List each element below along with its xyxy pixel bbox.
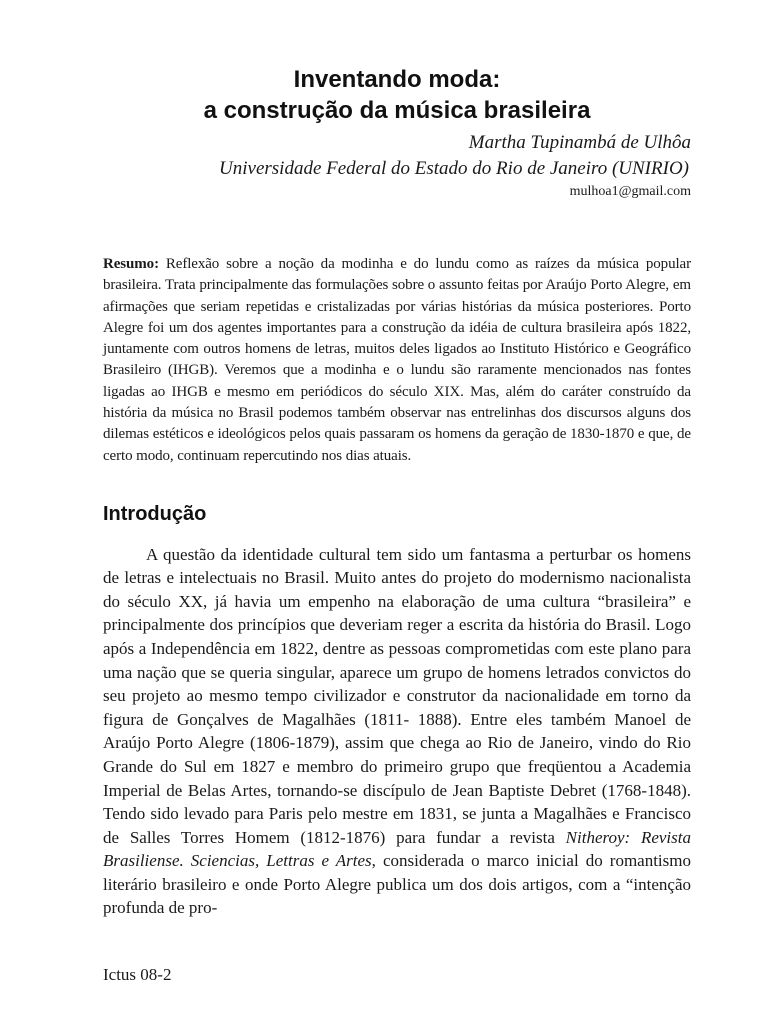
section-heading-introduction: Introdução xyxy=(103,502,207,525)
author-affiliation: Universidade Federal do Estado do Rio de Janeiro (UNIRIO) xyxy=(219,158,689,179)
abstract xyxy=(103,254,691,467)
author-name: Martha Tupinambá de Ulhôa xyxy=(468,132,691,153)
author-email: mulhoa1@gmail.com xyxy=(569,184,691,199)
intro-text-part-1: A questão da identidade cultural tem sido um fantasma a perturbar os homens de letras e intelectuais no Brasil. Muito antes do projeto do modernismo nacionalista do século XX, já havia um empenho na elaboração de uma cultura “brasileira” e principalmente dos princípios que deveriam reger a escrita da história do Brasil. Logo após a Independência em 1822, dentre as pessoas comprometidas com este plano para uma nação que se queria singular, aparece um grupo de homens letrados convictos do seu projeto ao mesmo tempo civilizador e construtor da nacionalidade em torno da figura de Gonçalves de Magalhães (1811- 1888). Entre eles também Manoel de Araújo Porto Alegre (1806-1879), assim que chega ao Rio de Janeiro, vindo do Rio Grande do Sul em 1827 e membro do primeiro grupo que freqüentou a Academia Imperial de Belas Artes, tornando-se discípulo de Jean Baptiste Debret (1768-1848). Tendo sido levado para Paris pelo mestre em 1831, se junta a Magalhães e Francisco de Salles Torres Homem (1812-1876) para fundar a revista xyxy=(103,544,691,847)
title-line-2: a construção da música brasileira xyxy=(203,97,591,124)
intro-paragraph xyxy=(103,543,691,921)
paper-title xyxy=(103,64,691,126)
journal-title: Nitheroy: Revista Brasiliense. Sciencias, Lettras e Artes xyxy=(103,827,691,871)
title-line-1: Inventando moda: xyxy=(293,66,501,93)
page xyxy=(103,0,691,937)
intro-text-part-2: , considerada o marco inicial do romantismo literário brasileiro e onde Porto Alegre publica um dos dois artigos, com a “intenção profunda de pro- xyxy=(103,851,691,918)
page-footer: Ictus 08-2 xyxy=(103,965,172,984)
abstract-text: Reflexão sobre a noção da modinha e do lundu como as raízes da música popular brasileira. Trata principalmente das formulações sobre o assunto feitas por Araújo Porto Alegre, em afirmações que seriam repetidas e cristalizadas por várias histórias da música posteriores. Porto Alegre foi um dos agentes importantes para a construção da idéia de cultura brasileira após 1822, juntamente com outros homens de letras, muitos deles ligados ao Instituto Histórico e Geográfico Brasileiro (IHGB). Veremos que a modinha e o lundu são raramente mencionados nas fontes ligadas ao IHGB e mesmo em periódicos do século XIX. Mas, além do caráter construído da história da música no Brasil podemos também observar nas entrelinhas dos discursos alguns dos dilemas estéticos e ideológicos pelos quais passaram os homens da geração de 1830-1870 e que, de certo modo, continuam repercutindo nos dias atuais. xyxy=(103,256,691,464)
abstract-label: Resumo: xyxy=(103,256,159,272)
